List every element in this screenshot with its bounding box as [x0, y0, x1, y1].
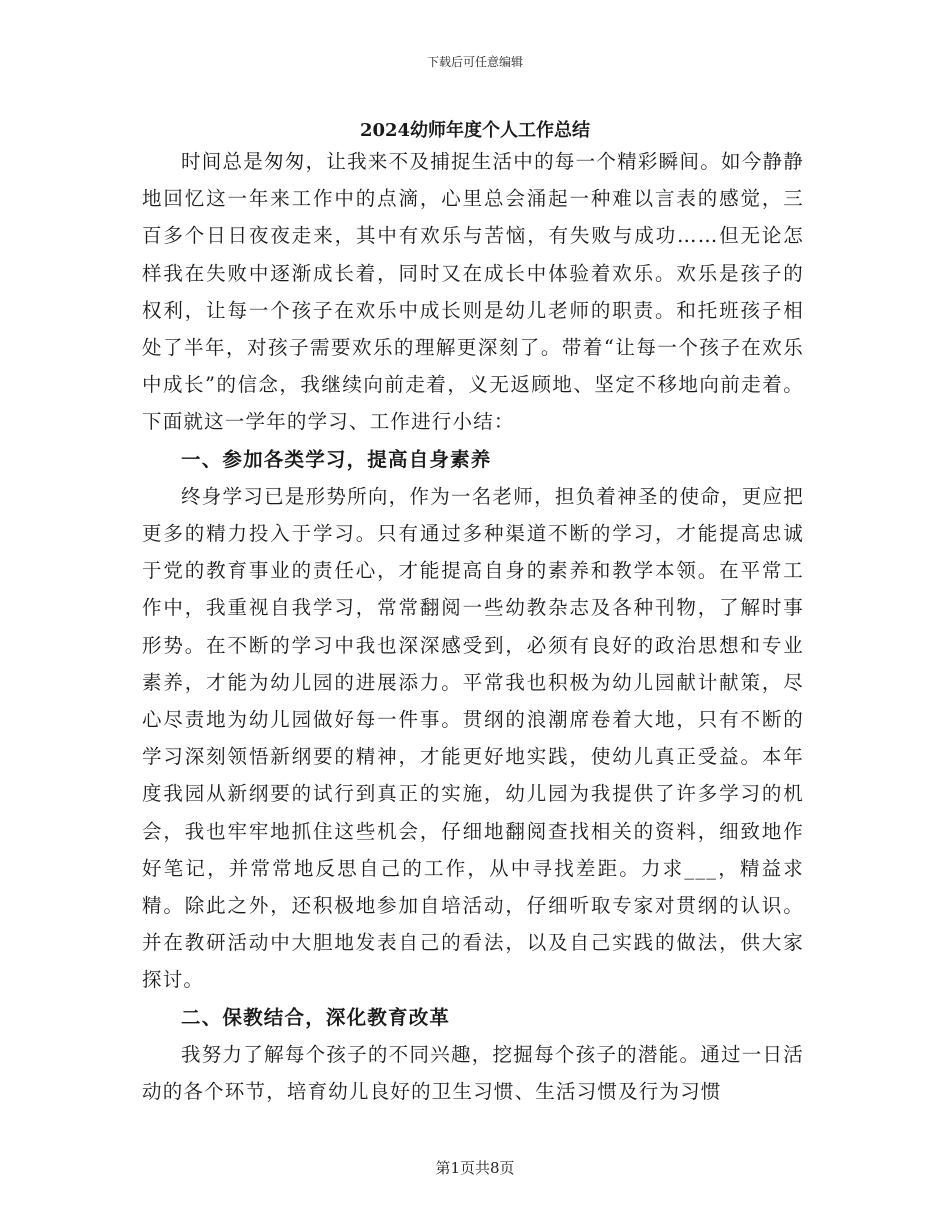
document-title: 2024幼师年度个人工作总结: [359, 120, 591, 141]
section-1-heading: 一、参加各类学习，提高自身素养: [181, 447, 492, 471]
page-number-footer: 第1页共8页: [435, 1159, 515, 1177]
section-2-heading: 二、保教结合，深化教育改革: [181, 1005, 451, 1029]
section-1-paragraph: 终身学习已是形势所向，作为一名老师，担负着神圣的使命，更应把更多的精力投入于学习。只有通过多种渠道不断的学习，才能提高忠诚于党的教育事业的责任心，才能提高自身的素养和教学本领。在平常工作中，我重视自我学习，常常翻阅一些幼教杂志及各种刊物，了解时事形势。在不断的学习中我也深深感受到，必须有良好的政治思想和专业素养，才能为幼儿园的进展添力。平常我也积极为幼儿园献计献策，尽心尽责地为幼儿园做好每一件事。贯纲的浪潮席卷着大地，只有不断的学习深刻领悟新纲要的精神，才能更好地实践，使幼儿真正受益。本年度我园从新纲要的试行到真正的实施，幼儿园为我提供了许多学习的机会，我也牢牢地抓住这些机会，仔细地翻阅查找相关的资料，细致地作好笔记，并常常地反思自己的工作，从中寻找差距。力求___，精益求精。除此之外，还积极地参加自培活动，仔细听取专家对贯纲的认识。并在教研活动中大胆地发表自己的看法，以及自己实践的做法，供大家探讨。: [142, 484, 804, 992]
document-body: [142, 143, 804, 1110]
section-2-paragraph: 我努力了解每个孩子的不同兴趣，挖掘每个孩子的潜能。通过一日活动的各个环节，培育幼儿良好的卫生习惯、生活习惯及行为习惯: [142, 1042, 804, 1104]
intro-paragraph: 时间总是匆匆，让我来不及捕捉生活中的每一个精彩瞬间。如今静静地回忆这一年来工作中的点滴，心里总会涌起一种难以言表的感觉，三百多个日日夜夜走来，其中有欢乐与苦恼，有失败与成功……但无论怎样我在失败中逐渐成长着，同时又在成长中体验着欢乐。欢乐是孩子的权利，让每一个孩子在欢乐中成长则是幼儿老师的职责。和托班孩子相处了半年，对孩子需要欢乐的理解更深刻了。带着“让每一个孩子在欢乐中成长”的信念，我继续向前走着，义无返顾地、坚定不移地向前走着。下面就这一学年的学习、工作进行小结：: [142, 150, 804, 434]
page-header-note: 下载后可任意编辑: [426, 55, 523, 69]
